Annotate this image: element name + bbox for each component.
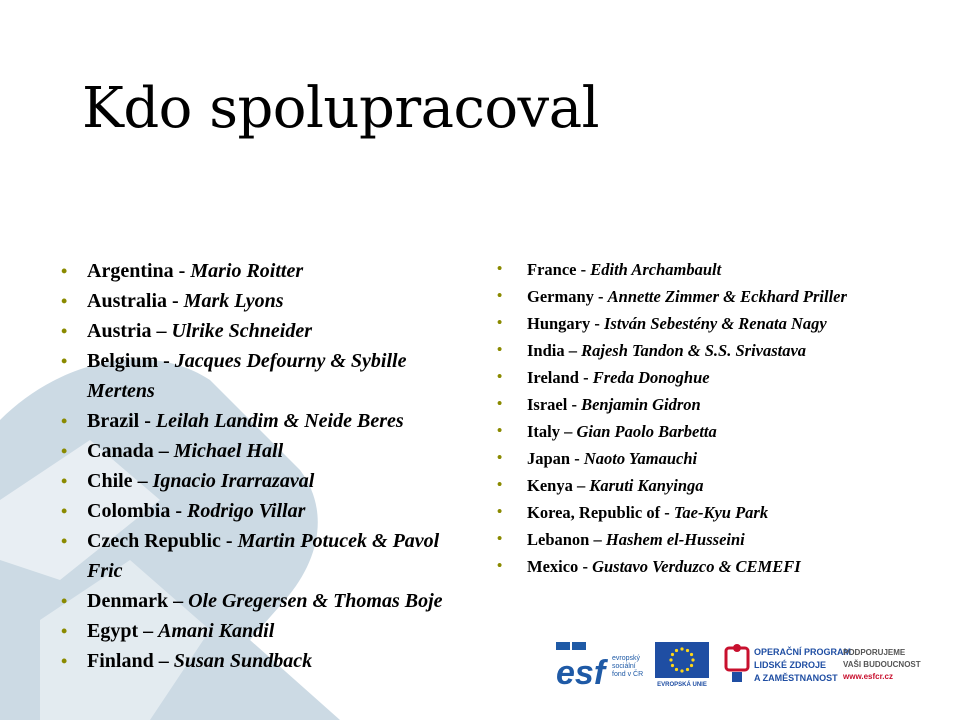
country-name: Czech Republic: [87, 530, 221, 552]
country-name: Finland: [87, 650, 154, 672]
separator: –: [153, 650, 174, 672]
bullet-dot-icon: •: [497, 504, 503, 520]
country-name: Korea, Republic of: [527, 503, 661, 522]
bullet-dot-icon: •: [497, 396, 503, 412]
country-name: Argentina: [87, 260, 174, 282]
collaborator-names: Freda Donoghue: [592, 368, 710, 387]
left-country-item: [61, 526, 472, 586]
pb-line-2: VAŠI BUDOUCNOST: [843, 660, 921, 669]
collaborator-names: Naoto Yamauchi: [583, 449, 698, 468]
right-country-item: [497, 553, 957, 580]
collaborator-names: Annette Zimmer & Eckhard Priller: [607, 287, 847, 306]
separator: -: [570, 449, 584, 468]
right-country-item: [497, 283, 957, 310]
right-country-item: [497, 391, 957, 418]
separator: -: [167, 290, 184, 312]
collaborator-names: Susan Sundback: [173, 650, 313, 672]
separator: –: [138, 620, 159, 642]
bullet-dot-icon: •: [497, 531, 503, 547]
collaborator-names: Michael Hall: [173, 440, 284, 462]
right-country-item: [497, 364, 957, 391]
separator: -: [590, 314, 605, 333]
bullet-dot-icon: •: [61, 441, 68, 461]
sponsor-logos: [556, 640, 936, 692]
eu-star: [680, 647, 683, 650]
separator: –: [132, 470, 153, 492]
collaborator-names: Gian Paolo Barbetta: [576, 422, 717, 441]
bullet-dot-icon: •: [61, 501, 68, 521]
bullet-dot-icon: •: [61, 261, 68, 281]
separator: –: [572, 476, 590, 495]
country-name: Japan: [527, 449, 571, 468]
eu-star: [675, 649, 678, 652]
country-name: India: [527, 341, 565, 360]
esf-text: esf: [556, 654, 606, 688]
eu-star: [669, 658, 672, 661]
country-name: Lebanon: [527, 530, 590, 549]
bullet-dot-icon: •: [61, 411, 68, 431]
bullet-dot-icon: •: [61, 471, 68, 491]
pb-url: www.esfcr.cz: [843, 672, 893, 681]
right-country-item: [497, 256, 957, 283]
bullet-dot-icon: •: [497, 450, 503, 466]
country-name: Australia: [87, 290, 167, 312]
collaborator-names: Ole Gregersen & Thomas Boje: [188, 590, 443, 612]
separator: -: [567, 395, 582, 414]
collaborator-names: Edith Archambault: [590, 260, 722, 279]
collaborator-names: Rodrigo Villar: [187, 500, 306, 522]
country-name: Hungary: [527, 314, 591, 333]
right-country-item: [497, 526, 957, 553]
eu-star: [675, 668, 678, 671]
collaborator-names: Leilah Landim & Neide Beres: [155, 410, 404, 432]
separator: -: [139, 410, 156, 432]
country-name: Israel: [527, 395, 568, 414]
collaborator-names: István Sebestény & Renata Nagy: [604, 314, 827, 333]
eu-star: [690, 664, 693, 667]
eu-star: [690, 653, 693, 656]
right-country-item: [497, 310, 957, 337]
slide-title: Kdo spolupracoval: [82, 76, 599, 141]
bullet-dot-icon: •: [61, 651, 68, 671]
bullet-dot-icon: •: [61, 291, 68, 311]
op-line-2: LIDSKÉ ZDROJE: [754, 660, 827, 670]
country-name: Austria: [87, 320, 152, 342]
bullet-dot-icon: •: [497, 315, 503, 331]
eu-flag-icon: [653, 642, 711, 688]
country-name: Colombia: [87, 500, 171, 522]
collaborator-names: Karuti Kanyinga: [589, 476, 704, 495]
country-name: Canada: [87, 440, 154, 462]
eu-label: EVROPSKÁ UNIE: [657, 682, 707, 688]
esf-sub-3: fond v ČR: [612, 671, 644, 678]
bullet-dot-icon: •: [497, 558, 503, 574]
separator: –: [151, 320, 172, 342]
op-person-icon: [726, 644, 748, 682]
bullet-dot-icon: •: [497, 261, 503, 277]
right-country-item: [497, 418, 957, 445]
bullet-dot-icon: •: [497, 423, 503, 439]
bullet-dot-icon: •: [61, 351, 68, 371]
separator: -: [170, 500, 188, 522]
country-name: Mexico: [527, 557, 579, 576]
left-country-item: [61, 466, 472, 496]
country-name: Egypt: [87, 620, 139, 642]
pb-line-1: PODPORUJEME: [843, 648, 906, 657]
bullet-dot-icon: •: [61, 621, 68, 641]
country-name: Germany: [527, 287, 594, 306]
left-country-item: [61, 286, 472, 316]
collaborator-names: Rajesh Tandon & S.S. Srivastava: [581, 341, 807, 360]
separator: –: [153, 440, 174, 462]
bullet-dot-icon: •: [61, 531, 68, 551]
esf-sub-2: sociální: [612, 663, 636, 670]
collaborator-names: Mark Lyons: [183, 290, 284, 312]
collaborator-names: Ignacio Irarrazaval: [152, 470, 315, 492]
country-name: Chile: [87, 470, 133, 492]
country-name: Denmark: [87, 590, 169, 612]
eu-star: [686, 668, 689, 671]
separator: -: [576, 260, 591, 279]
collaborator-names: Martin Potucek & Pavol Fric: [87, 530, 440, 582]
left-country-item: [61, 646, 472, 676]
separator: -: [578, 368, 593, 387]
bullet-dot-icon: •: [497, 288, 503, 304]
op-line-1: OPERAČNÍ PROGRAM: [754, 647, 852, 657]
bullet-dot-icon: •: [61, 321, 68, 341]
separator: -: [220, 530, 238, 552]
country-name: France: [527, 260, 577, 279]
collaborator-names: Benjamin Gidron: [581, 395, 701, 414]
collaborator-names: Gustavo Verduzco & CEMEFI: [592, 557, 801, 576]
separator: –: [168, 590, 189, 612]
right-country-item: [497, 499, 957, 526]
eu-star: [671, 664, 674, 667]
left-country-item: [61, 616, 472, 646]
right-country-item: [497, 337, 957, 364]
country-name: Belgium: [87, 350, 159, 372]
collaborator-names: Hashem el-Husseini: [605, 530, 745, 549]
eu-star: [686, 649, 689, 652]
collaborator-names: Ulrike Schneider: [171, 320, 313, 342]
separator: –: [560, 422, 577, 441]
left-country-item: [61, 256, 472, 286]
separator: –: [589, 530, 606, 549]
collaborator-names: Mario Roitter: [190, 260, 304, 282]
separator: –: [564, 341, 582, 360]
eu-star: [680, 669, 683, 672]
bullet-dot-icon: •: [497, 477, 503, 493]
country-list-right: [497, 256, 957, 580]
left-country-item: [61, 346, 472, 406]
eu-star: [671, 653, 674, 656]
separator: -: [158, 350, 175, 372]
right-country-item: [497, 472, 957, 499]
podporujeme-logo: [843, 646, 943, 692]
country-name: Ireland: [527, 368, 579, 387]
separator: -: [593, 287, 608, 306]
left-country-item: [61, 496, 472, 526]
left-country-item: [61, 406, 472, 436]
country-name: Brazil: [87, 410, 140, 432]
left-country-item: [61, 316, 472, 346]
bullet-dot-icon: •: [497, 342, 503, 358]
collaborator-names: Amani Kandil: [158, 620, 275, 642]
esf-sub-1: evropský: [612, 655, 641, 662]
separator: -: [173, 260, 191, 282]
country-name: Italy: [527, 422, 560, 441]
separator: -: [578, 557, 593, 576]
collaborator-names: Jacques Defourny & Sybille Mertens: [87, 350, 407, 402]
right-country-item: [497, 445, 957, 472]
eu-star: [691, 658, 694, 661]
left-country-item: [61, 586, 472, 616]
op-line-3: A ZAMĚSTNANOST: [754, 673, 838, 683]
left-country-item: [61, 436, 472, 466]
country-name: Kenya: [527, 476, 573, 495]
collaborator-names: Tae-Kyu Park: [673, 503, 769, 522]
bullet-dot-icon: •: [61, 591, 68, 611]
bullet-dot-icon: •: [497, 369, 503, 385]
country-list-left: [61, 256, 472, 676]
esf-logo: [556, 642, 646, 688]
separator: -: [660, 503, 674, 522]
